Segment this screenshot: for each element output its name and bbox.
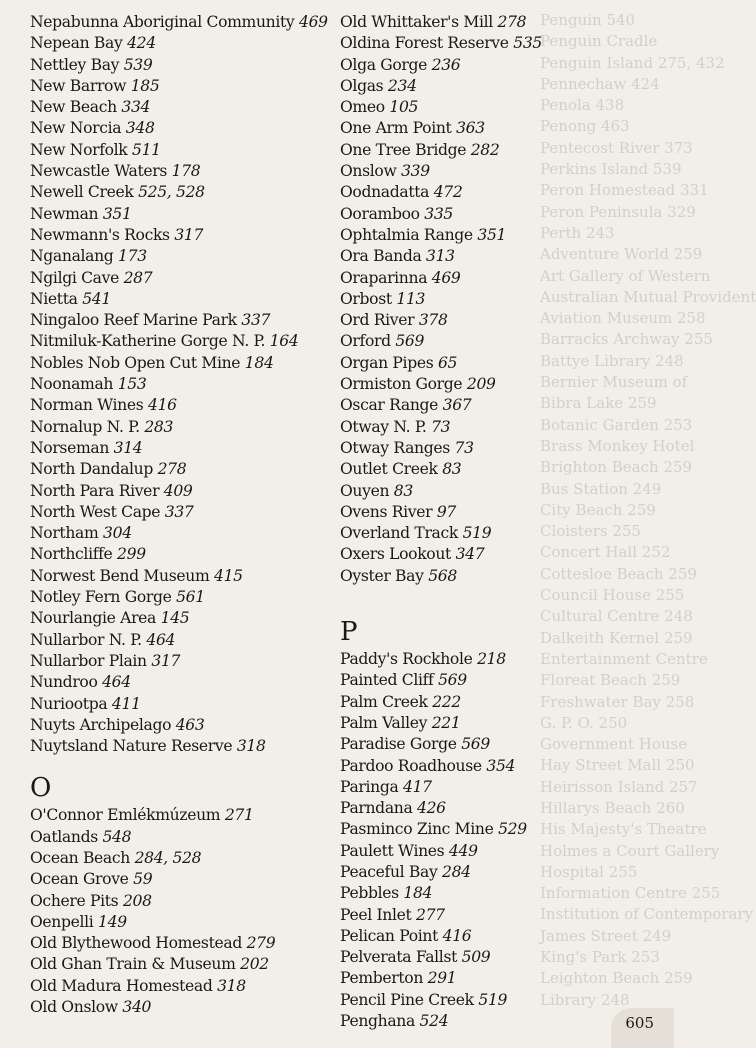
entry-page-ref: 209 bbox=[466, 375, 496, 394]
index-entry bbox=[30, 268, 340, 289]
entry-page-ref: 278 bbox=[157, 460, 187, 479]
index-entry bbox=[340, 459, 660, 480]
entry-name: Ooramboo bbox=[340, 204, 420, 223]
o-entries-list-continued bbox=[340, 12, 660, 587]
entry-name: Oraparinna bbox=[340, 268, 428, 287]
entry-name: Ovens River bbox=[340, 502, 433, 521]
entry-name: Parndana bbox=[340, 799, 413, 818]
entry-page-ref: 464 bbox=[102, 673, 131, 692]
index-entry bbox=[30, 246, 340, 267]
entry-page-ref: 208 bbox=[122, 891, 152, 910]
entry-name: Ningaloo Reef Marine Park bbox=[30, 311, 237, 330]
entry-name: Pardoo Roadhouse bbox=[340, 756, 482, 775]
entry-name: Pebbles bbox=[340, 884, 399, 903]
entry-name: Olga Gorge bbox=[340, 55, 428, 74]
entry-page-ref: 221 bbox=[431, 713, 461, 732]
entry-page-ref: 337 bbox=[241, 311, 271, 330]
entry-name: Old Madura Homestead bbox=[30, 976, 213, 995]
entry-page-ref: 184 bbox=[403, 884, 433, 903]
entry-name: O'Connor Emlékmúzeum bbox=[30, 806, 221, 825]
index-entry bbox=[340, 1011, 660, 1032]
entry-name: Oyster Bay bbox=[340, 566, 424, 585]
entry-name: Newcastle Waters bbox=[30, 162, 168, 181]
index-entry bbox=[340, 225, 660, 246]
entry-name: New Barrow bbox=[30, 76, 127, 95]
entry-page-ref: 337 bbox=[164, 502, 194, 521]
entry-name: Nullarbor Plain bbox=[30, 651, 147, 670]
entry-page-ref: 416 bbox=[442, 926, 472, 945]
index-entry bbox=[30, 395, 340, 416]
entry-page-ref: 378 bbox=[418, 311, 448, 330]
entry-name: Nitmiluk-Katherine Gorge N. P. bbox=[30, 332, 266, 351]
bleed-through-text: Penguin 540 Penguin Cradle Penguin Island 275, 432 Pennechaw 424 Penola 438 Penong 463 Pentecost River 373 Perkins Island 539 Peron Homestead 331 Peron Peninsula 329 Perth 243 Adventure World 259 Art Gallery of Western Australian Mutual Provident Aviation Museum 258 Barracks Archway 255 Battye Library 248 Bernier Museum of Bibra Lake 259 Botanic Garden 253 Brass Monkey Hotel Brighton Beach 259 Bus Station 249 City Beach 259 Cloisters 255 Concert Hall 252 Cottesloe Beach 259 Council House 255 Cultural Centre 248 Dalkeith Kernel 259 Entertainment Centre Floreat Beach 259 Freshwater Bay 258 G. P. O. 250 Government House Hay Street Mall 250 Heirisson Island 257 Hillarys Beach 260 His Majesty's Theatre Holmes a Court Gallery Hospital 255 Information Centre 255 Institution of Contemporary James Street 249 King's Park 253 Leighton Beach 259 Library 248 bbox=[540, 11, 756, 1009]
entry-page-ref: 184 bbox=[244, 353, 274, 372]
entry-page-ref: 569 bbox=[438, 671, 467, 690]
entry-page-ref: 73 bbox=[431, 417, 451, 436]
index-entry bbox=[340, 990, 660, 1011]
entry-page-ref: 145 bbox=[160, 609, 190, 628]
entry-name: Paringa bbox=[340, 777, 399, 796]
entry-name: Organ Pipes bbox=[340, 353, 434, 372]
entry-name: Peaceful Bay bbox=[340, 862, 438, 881]
index-entry bbox=[340, 798, 660, 819]
entry-page-ref: 354 bbox=[486, 756, 516, 775]
index-entry bbox=[340, 438, 660, 459]
o-entries-list bbox=[30, 805, 340, 1018]
entry-page-ref: 351 bbox=[102, 204, 132, 223]
entry-name: Nourlangie Area bbox=[30, 609, 157, 628]
entry-page-ref: 299 bbox=[117, 545, 146, 564]
entry-name: North Dandalup bbox=[30, 460, 153, 479]
entry-name: Olgas bbox=[340, 76, 384, 95]
entry-name: Overland Track bbox=[340, 524, 458, 543]
entry-name: Northcliffe bbox=[30, 545, 113, 564]
index-entry bbox=[30, 55, 340, 76]
entry-page-ref: 65 bbox=[437, 353, 458, 372]
entry-name: Otway N. P. bbox=[340, 417, 427, 436]
entry-page-ref: 339 bbox=[401, 162, 430, 181]
entry-name: Oatlands bbox=[30, 827, 98, 846]
index-entry bbox=[340, 566, 660, 587]
index-entry bbox=[340, 502, 660, 523]
entry-page-ref: 313 bbox=[426, 247, 455, 266]
entry-page-ref: 464 bbox=[146, 630, 176, 649]
entry-name: Ochere Pits bbox=[30, 891, 119, 910]
entry-name: Painted Cliff bbox=[340, 671, 434, 690]
entry-name: Penghana bbox=[340, 1012, 415, 1031]
entry-name: Nepean Bay bbox=[30, 34, 123, 53]
entry-page-ref: 178 bbox=[171, 162, 201, 181]
entry-name: Oscar Range bbox=[340, 396, 439, 415]
entry-name: One Tree Bridge bbox=[340, 140, 467, 159]
index-entry bbox=[340, 161, 660, 182]
entry-name: Palm Valley bbox=[340, 713, 428, 732]
entry-name: Ngilgi Cave bbox=[30, 268, 119, 287]
entry-name: North West Cape bbox=[30, 502, 161, 521]
entry-page-ref: 524 bbox=[419, 1012, 449, 1031]
index-entry bbox=[30, 954, 340, 975]
index-entry bbox=[340, 76, 660, 97]
entry-name: Pelican Point bbox=[340, 926, 439, 945]
entry-name: Northam bbox=[30, 524, 99, 543]
entry-name: Outlet Creek bbox=[340, 460, 438, 479]
index-entry bbox=[30, 523, 340, 544]
entry-page-ref: 469 bbox=[431, 268, 461, 287]
entry-page-ref: 73 bbox=[454, 438, 474, 457]
index-entry bbox=[30, 608, 340, 629]
index-entry bbox=[30, 544, 340, 565]
entry-name: Old Onslow bbox=[30, 998, 118, 1017]
index-entry bbox=[340, 55, 660, 76]
entry-name: Notley Fern Gorge bbox=[30, 588, 172, 607]
entry-name: Nullarbor N. P. bbox=[30, 630, 142, 649]
index-entry bbox=[340, 819, 660, 840]
entry-name: Old Ghan Train & Museum bbox=[30, 955, 236, 974]
entry-page-ref: 164 bbox=[269, 332, 299, 351]
index-entry bbox=[30, 502, 340, 523]
index-entry bbox=[30, 204, 340, 225]
entry-page-ref: 83 bbox=[442, 460, 462, 479]
entry-page-ref: 334 bbox=[121, 98, 151, 117]
index-entry bbox=[30, 891, 340, 912]
index-entry bbox=[340, 374, 660, 395]
entry-name: Paulett Wines bbox=[340, 841, 445, 860]
index-entry bbox=[30, 417, 340, 438]
index-entry bbox=[30, 438, 340, 459]
entry-page-ref: 83 bbox=[393, 481, 413, 500]
index-entry bbox=[340, 118, 660, 139]
index-entry bbox=[30, 459, 340, 480]
index-entry bbox=[30, 672, 340, 693]
index-entry bbox=[30, 715, 340, 736]
index-entry bbox=[30, 118, 340, 139]
entry-name: Orford bbox=[340, 332, 391, 351]
index-entry bbox=[30, 76, 340, 97]
entry-page-ref: 363 bbox=[456, 119, 485, 138]
index-entry bbox=[30, 848, 340, 869]
index-entry bbox=[30, 182, 340, 203]
index-entry bbox=[340, 12, 660, 33]
entry-name: Nepabunna Aboriginal Community bbox=[30, 13, 295, 31]
entry-page-ref: 509 bbox=[461, 948, 491, 967]
entry-page-ref: 314 bbox=[113, 438, 143, 457]
entry-page-ref: 539 bbox=[123, 55, 153, 74]
entry-page-ref: 519 bbox=[462, 524, 492, 543]
entry-page-ref: 469 bbox=[299, 13, 328, 31]
entry-name: Newell Creek bbox=[30, 183, 134, 202]
entry-name: Nobles Nob Open Cut Mine bbox=[30, 353, 241, 372]
index-entry bbox=[30, 694, 340, 715]
index-entry bbox=[340, 481, 660, 502]
entry-name: Nuriootpa bbox=[30, 694, 108, 713]
index-entry bbox=[30, 933, 340, 954]
entry-name: Pencil Pine Creek bbox=[340, 990, 474, 1009]
index-entry bbox=[30, 997, 340, 1018]
index-entry bbox=[340, 862, 660, 883]
entry-name: Nettley Bay bbox=[30, 55, 120, 74]
entry-page-ref: 153 bbox=[117, 375, 147, 394]
entry-page-ref: 291 bbox=[427, 969, 457, 988]
entry-page-ref: 525, 528 bbox=[138, 183, 205, 202]
entry-page-ref: 415 bbox=[214, 566, 243, 585]
index-entry bbox=[30, 310, 340, 331]
entry-page-ref: 59 bbox=[133, 870, 153, 889]
entry-page-ref: 218 bbox=[477, 650, 506, 669]
entry-page-ref: 202 bbox=[240, 955, 269, 974]
entry-page-ref: 449 bbox=[448, 841, 478, 860]
entry-page-ref: 569 bbox=[395, 332, 425, 351]
entry-page-ref: 367 bbox=[442, 396, 472, 415]
entry-page-ref: 335 bbox=[424, 204, 453, 223]
entry-name: Pelverata Fallst bbox=[340, 948, 458, 967]
entry-page-ref: 234 bbox=[387, 76, 417, 95]
entry-name: New Norcia bbox=[30, 119, 122, 138]
entry-page-ref: 304 bbox=[103, 524, 132, 543]
index-column-left bbox=[30, 12, 340, 1018]
index-entry bbox=[340, 289, 660, 310]
entry-name: Pemberton bbox=[340, 969, 424, 988]
index-entry bbox=[340, 395, 660, 416]
entry-name: Old Blythewood Homestead bbox=[30, 934, 242, 953]
entry-name: Ormiston Gorge bbox=[340, 375, 463, 394]
entry-page-ref: 472 bbox=[433, 183, 463, 202]
index-entry bbox=[340, 947, 660, 968]
entry-name: Ocean Grove bbox=[30, 870, 129, 889]
index-entry bbox=[340, 523, 660, 544]
entry-page-ref: 529 bbox=[498, 820, 527, 839]
entry-page-ref: 519 bbox=[478, 990, 508, 1009]
entry-name: Norseman bbox=[30, 438, 110, 457]
index-entry bbox=[340, 544, 660, 565]
entry-page-ref: 283 bbox=[144, 417, 174, 436]
entry-name: One Arm Point bbox=[340, 119, 452, 138]
index-entry bbox=[340, 926, 660, 947]
entry-name: Oldina Forest Reserve bbox=[340, 34, 509, 53]
entry-page-ref: 317 bbox=[174, 225, 204, 244]
entry-page-ref: 411 bbox=[111, 694, 141, 713]
index-entry bbox=[340, 777, 660, 798]
section-letter-p: P bbox=[340, 617, 358, 648]
entry-name: Oenpelli bbox=[30, 912, 94, 931]
entry-page-ref: 409 bbox=[163, 481, 193, 500]
entry-name: Ophtalmia Range bbox=[340, 225, 473, 244]
entry-name: Nundroo bbox=[30, 673, 98, 692]
index-entry bbox=[30, 97, 340, 118]
entry-page-ref: 185 bbox=[130, 76, 160, 95]
index-entry bbox=[340, 841, 660, 862]
entry-page-ref: 278 bbox=[497, 13, 527, 31]
index-entry bbox=[340, 268, 660, 289]
entry-name: Oxers Lookout bbox=[340, 545, 451, 564]
entry-page-ref: 318 bbox=[217, 976, 246, 995]
entry-page-ref: 284 bbox=[442, 862, 471, 881]
index-entry bbox=[30, 374, 340, 395]
entry-name: Nuyts Archipelago bbox=[30, 715, 172, 734]
entry-page-ref: 105 bbox=[389, 98, 419, 117]
entry-page-ref: 271 bbox=[224, 806, 254, 825]
entry-name: Pasminco Zinc Mine bbox=[340, 820, 494, 839]
index-entry bbox=[340, 182, 660, 203]
index-entry bbox=[30, 12, 340, 33]
entry-page-ref: 282 bbox=[470, 140, 500, 159]
entry-name: New Beach bbox=[30, 98, 117, 117]
index-entry bbox=[340, 204, 660, 225]
entry-name: Nganalang bbox=[30, 247, 114, 266]
entry-page-ref: 287 bbox=[123, 268, 153, 287]
entry-name: Paddy's Rockhole bbox=[340, 650, 473, 669]
entry-page-ref: 569 bbox=[461, 735, 490, 754]
index-entry bbox=[340, 33, 660, 54]
index-entry bbox=[340, 756, 660, 777]
entry-page-ref: 317 bbox=[151, 651, 181, 670]
entry-page-ref: 348 bbox=[125, 119, 155, 138]
entry-name: Paradise Gorge bbox=[340, 735, 457, 754]
index-entry bbox=[30, 736, 340, 757]
entry-name: Ora Banda bbox=[340, 247, 422, 266]
index-entry bbox=[340, 331, 660, 352]
entry-page-ref: 347 bbox=[455, 545, 485, 564]
index-entry bbox=[30, 566, 340, 587]
entry-name: Palm Creek bbox=[340, 692, 428, 711]
entry-page-ref: 277 bbox=[416, 905, 445, 924]
entry-name: Norwest Bend Museum bbox=[30, 566, 210, 585]
entry-page-ref: 416 bbox=[148, 396, 177, 415]
entry-name: Nornalup N. P. bbox=[30, 417, 140, 436]
index-entry bbox=[30, 912, 340, 933]
index-entry bbox=[30, 805, 340, 826]
index-entry bbox=[340, 883, 660, 904]
index-entry bbox=[340, 968, 660, 989]
index-entry bbox=[340, 692, 660, 713]
index-entry bbox=[340, 140, 660, 161]
index-entry bbox=[340, 734, 660, 755]
entry-page-ref: 173 bbox=[118, 247, 147, 266]
index-entry bbox=[30, 33, 340, 54]
entry-page-ref: 284, 528 bbox=[134, 848, 202, 867]
entry-page-ref: 236 bbox=[431, 55, 461, 74]
index-entry bbox=[340, 713, 660, 734]
entry-name: Oodnadatta bbox=[340, 183, 430, 202]
entry-name: North Para River bbox=[30, 481, 160, 500]
section-letter-o: O bbox=[30, 773, 52, 804]
index-entry bbox=[340, 417, 660, 438]
entry-page-ref: 424 bbox=[127, 34, 156, 53]
index-entry bbox=[340, 310, 660, 331]
entry-page-ref: 511 bbox=[132, 140, 161, 159]
entry-page-ref: 548 bbox=[102, 827, 132, 846]
entry-name: New Norfolk bbox=[30, 140, 128, 159]
index-entry bbox=[30, 161, 340, 182]
entry-name: Ord River bbox=[340, 311, 415, 330]
index-entry bbox=[30, 353, 340, 374]
entry-page-ref: 568 bbox=[428, 566, 457, 585]
entry-name: Peel Inlet bbox=[340, 905, 412, 924]
entry-name: Ouyen bbox=[340, 481, 390, 500]
entry-page-ref: 417 bbox=[403, 777, 432, 796]
index-entry bbox=[340, 649, 660, 670]
entry-name: Orbost bbox=[340, 289, 392, 308]
page-number: 605 bbox=[625, 1014, 654, 1032]
entry-page-ref: 318 bbox=[236, 737, 266, 756]
index-entry bbox=[30, 481, 340, 502]
index-entry bbox=[340, 97, 660, 118]
entry-page-ref: 351 bbox=[477, 225, 507, 244]
entry-page-ref: 279 bbox=[246, 934, 276, 953]
entry-name: Ocean Beach bbox=[30, 848, 130, 867]
index-column-right bbox=[340, 12, 660, 1032]
index-entry bbox=[30, 869, 340, 890]
index-entry bbox=[30, 976, 340, 997]
p-entries-list bbox=[340, 649, 660, 1032]
entry-page-ref: 541 bbox=[82, 289, 111, 308]
index-entry bbox=[30, 827, 340, 848]
index-entry bbox=[30, 630, 340, 651]
entry-page-ref: 535 bbox=[513, 34, 542, 53]
entry-page-ref: 463 bbox=[175, 715, 205, 734]
index-entry bbox=[340, 670, 660, 691]
n-entries-list bbox=[30, 12, 340, 757]
index-entry bbox=[30, 651, 340, 672]
entry-name: Newmann's Rocks bbox=[30, 225, 170, 244]
index-entry bbox=[340, 905, 660, 926]
index-entry bbox=[30, 331, 340, 352]
index-entry bbox=[30, 225, 340, 246]
entry-page-ref: 149 bbox=[98, 912, 127, 931]
entry-name: Newman bbox=[30, 204, 99, 223]
index-entry bbox=[30, 587, 340, 608]
entry-page-ref: 113 bbox=[396, 289, 426, 308]
entry-name: Nuytsland Nature Reserve bbox=[30, 737, 233, 756]
entry-name: Norman Wines bbox=[30, 396, 144, 415]
entry-page-ref: 426 bbox=[417, 799, 446, 818]
entry-name: Omeo bbox=[340, 98, 385, 117]
entry-name: Noonamah bbox=[30, 375, 114, 394]
entry-page-ref: 97 bbox=[436, 502, 456, 521]
entry-page-ref: 340 bbox=[122, 998, 152, 1017]
index-entry bbox=[340, 353, 660, 374]
index-entry bbox=[340, 246, 660, 267]
entry-page-ref: 561 bbox=[176, 588, 205, 607]
entry-name: Old Whittaker's Mill bbox=[340, 13, 493, 31]
index-entry bbox=[30, 289, 340, 310]
entry-name: Onslow bbox=[340, 162, 397, 181]
index-entry bbox=[30, 140, 340, 161]
entry-page-ref: 222 bbox=[432, 692, 461, 711]
entry-name: Nietta bbox=[30, 289, 78, 308]
entry-name: Otway Ranges bbox=[340, 438, 450, 457]
